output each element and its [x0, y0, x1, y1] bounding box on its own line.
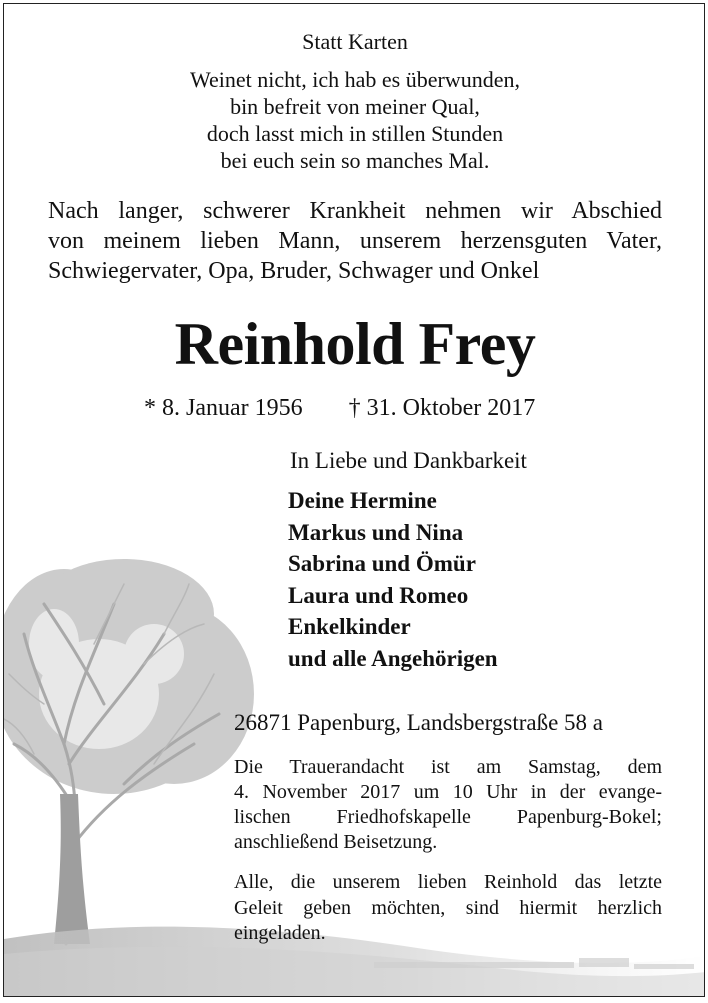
- mourner-name: Sabrina und Ömür: [288, 551, 476, 576]
- life-dates: [144, 393, 535, 423]
- mourners-list: [288, 485, 498, 674]
- address: 26871 Papenburg, Landsbergstraße 58 a: [234, 710, 603, 735]
- intro-line: Nach langer, schwerer Krankheit nehmen wir Abschied: [48, 198, 662, 224]
- poem-line: bei euch sein so manches Mal.: [220, 148, 490, 173]
- closing-notice: [234, 870, 662, 947]
- statt-karten-heading: Statt Karten: [302, 29, 408, 54]
- closing-line: Geleit geben möchten, sind hiermit herzlich: [234, 896, 662, 919]
- service-line: lischen Friedhofskapelle Papenburg-Bokel;: [234, 806, 662, 828]
- mourner-name: Markus und Nina: [288, 519, 464, 545]
- poem-line: bin befreit von meiner Qual,: [230, 94, 480, 119]
- intro-line: von meinem lieben Mann, unserem herzensguten Vater,: [48, 228, 662, 254]
- intro-text: [48, 196, 662, 286]
- service-notice: [234, 755, 662, 855]
- mourners-intro: In Liebe und Dankbarkeit: [290, 448, 527, 473]
- birth-date: * 8. Januar 1956: [144, 395, 303, 421]
- poem-line: Weinet nicht, ich hab es überwunden,: [190, 67, 520, 92]
- intro-line: Schwiegervater, Opa, Bruder, Schwager und Onkel: [48, 258, 540, 284]
- deceased-name: Reinhold Frey: [174, 311, 536, 377]
- mourner-name: und alle Angehörigen: [288, 645, 498, 671]
- obituary-notice: [3, 3, 705, 997]
- service-line: anschließend Beisetzung.: [234, 831, 438, 853]
- service-line: 4. November 2017 um 10 Uhr in der evange-: [234, 781, 662, 803]
- mourner-name: Enkelkinder: [288, 614, 411, 639]
- closing-line: eingeladen.: [234, 922, 326, 944]
- death-date: † 31. Oktober 2017: [348, 395, 536, 421]
- closing-line: Alle, die unserem lieben Reinhold das letzte: [234, 871, 662, 893]
- mourner-name: Laura und Romeo: [288, 582, 469, 608]
- mourner-name: Deine Hermine: [288, 488, 437, 513]
- poem-line: doch lasst mich in stillen Stunden: [206, 121, 504, 146]
- poem: [4, 66, 705, 174]
- service-line: Die Trauerandacht ist am Samstag, dem: [234, 756, 662, 778]
